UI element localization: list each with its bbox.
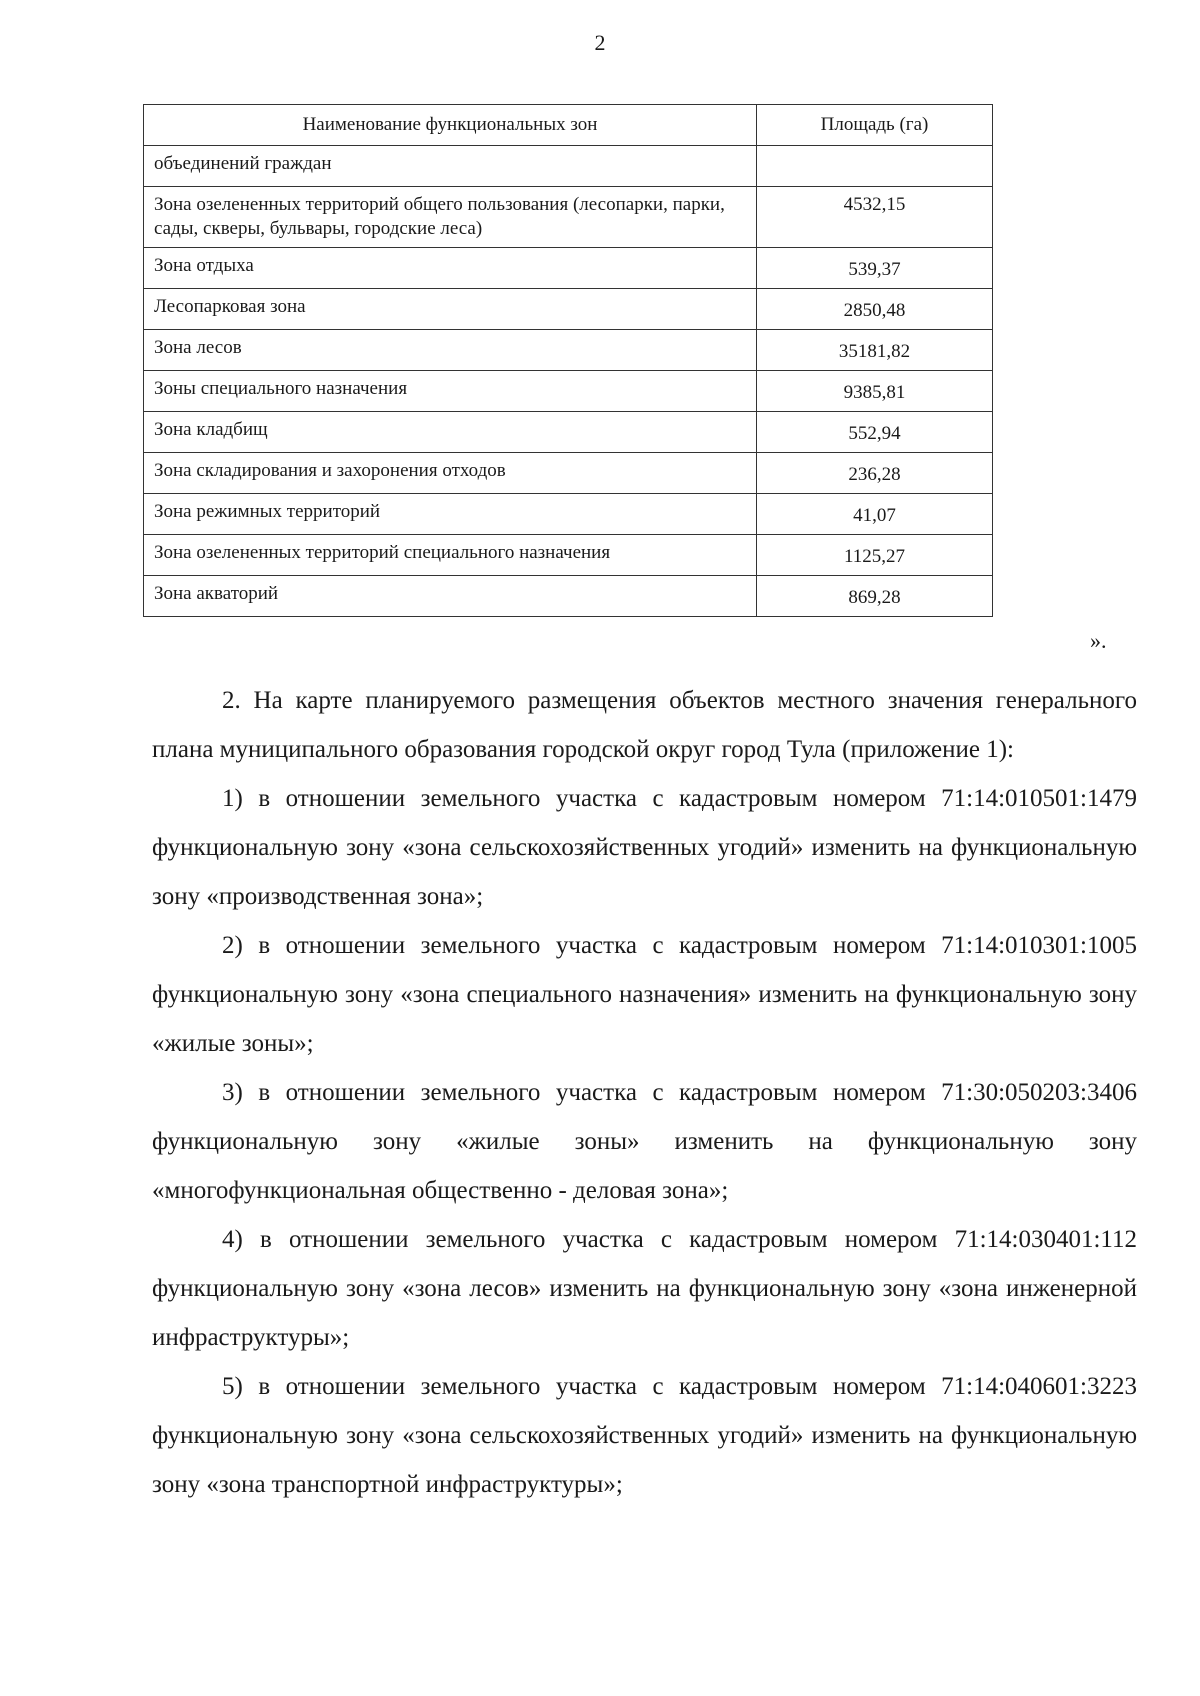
paragraph-item-3: 3) в отношении земельного участка с кадастровым номером 71:30:050203:3406 функциональную зону «жилые зоны» изменить на функциональную зону «многофункциональная общественно - деловая зона»; xyxy=(152,1079,1137,1204)
table-row xyxy=(144,289,993,330)
table-row xyxy=(144,330,993,371)
zone-area-cell: 869,28 xyxy=(757,576,993,617)
zone-name-cell: Зона озелененных территорий специального назначения xyxy=(144,535,757,576)
table-row xyxy=(144,453,993,494)
page-number: 2 xyxy=(594,30,606,55)
zone-area-cell: 41,07 xyxy=(757,494,993,535)
zone-name-cell: Зона кладбищ xyxy=(144,412,757,453)
zone-name-cell: объединений граждан xyxy=(144,146,757,187)
table-row xyxy=(144,412,993,453)
zone-name-cell: Зона озелененных территорий общего пользования (лесопарки, парки, сады, скверы, бульвары, городские леса) xyxy=(144,187,757,248)
zone-area-cell: 236,28 xyxy=(757,453,993,494)
zone-area-cell: 552,94 xyxy=(757,412,993,453)
table-row xyxy=(144,371,993,412)
zone-name-cell: Зона отдыха xyxy=(144,248,757,289)
zone-name-cell: Зоны специального назначения xyxy=(144,371,757,412)
zone-name-cell: Зона складирования и захоронения отходов xyxy=(144,453,757,494)
table-header-row xyxy=(144,105,993,146)
zones-table xyxy=(143,104,993,617)
zone-area-cell xyxy=(757,146,993,187)
table-row xyxy=(144,576,993,617)
zone-area-cell: 2850,48 xyxy=(757,289,993,330)
table-row xyxy=(144,187,993,248)
closing-quote: ». xyxy=(1090,628,1107,653)
paragraph-item-4: 4) в отношении земельного участка с кадастровым номером 71:14:030401:112 функциональную зону «зона лесов» изменить на функциональную зону «зона инженерной инфраструктуры»; xyxy=(152,1226,1137,1351)
table-row xyxy=(144,248,993,289)
table-row xyxy=(144,535,993,576)
body-text xyxy=(152,676,1137,1509)
zone-name-cell: Зона акваторий xyxy=(144,576,757,617)
zone-area-cell: 539,37 xyxy=(757,248,993,289)
zone-name-cell: Зона лесов xyxy=(144,330,757,371)
table-row xyxy=(144,146,993,187)
zone-area-cell: 4532,15 xyxy=(757,187,993,248)
paragraph-item-5: 5) в отношении земельного участка с кадастровым номером 71:14:040601:3223 функциональную зону «зона сельскохозяйственных угодий» изменить на функциональную зону «зона транспортной инфраструктуры»; xyxy=(152,1373,1137,1498)
zone-area-cell: 1125,27 xyxy=(757,535,993,576)
zone-name-cell: Зона режимных территорий xyxy=(144,494,757,535)
paragraph-item-2: 2) в отношении земельного участка с кадастровым номером 71:14:010301:1005 функциональную зону «зона специального назначения» изменить на функциональную зону «жилые зоны»; xyxy=(152,932,1137,1057)
paragraph-item-1: 1) в отношении земельного участка с кадастровым номером 71:14:010501:1479 функциональную зону «зона сельскохозяйственных угодий» изменить на функциональную зону «производственная зона»; xyxy=(152,785,1137,910)
header-zone-name: Наименование функциональных зон xyxy=(144,105,757,146)
header-area: Площадь (га) xyxy=(757,105,993,146)
table-row xyxy=(144,494,993,535)
zone-area-cell: 35181,82 xyxy=(757,330,993,371)
zone-area-cell: 9385,81 xyxy=(757,371,993,412)
paragraph-intro: 2. На карте планируемого размещения объектов местного значения генерального плана муниципального образования городской округ город Тула (приложение 1): xyxy=(152,687,1137,763)
zone-name-cell: Лесопарковая зона xyxy=(144,289,757,330)
